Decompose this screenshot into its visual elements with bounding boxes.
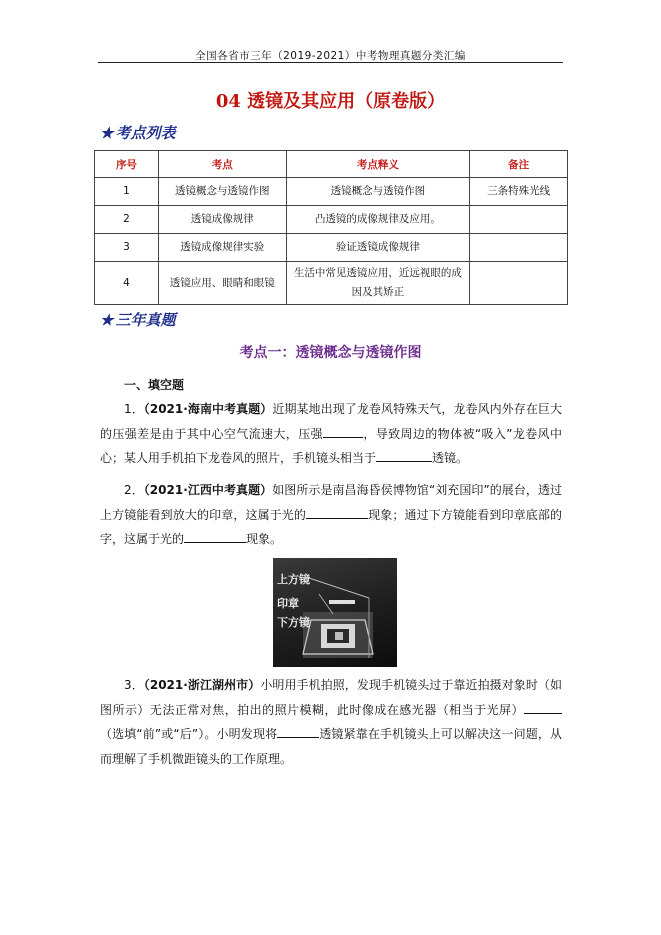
question-source: （2021·江西中考真题） <box>143 483 273 497</box>
table-header-cell: 备注 <box>470 151 568 178</box>
table-cell: 凸透镜的成像规律及应用。 <box>286 206 470 234</box>
question-text: 透镜紧靠在手机镜头上可以解决这一问题，从而理解了手机微距镜头的工作原理。 <box>100 727 562 766</box>
table-cell: 1 <box>95 178 159 206</box>
document-title: 04 透镜及其应用（原卷版） <box>215 91 446 112</box>
star-icon: ★ <box>100 124 114 142</box>
section-label: 考点列表 <box>115 124 176 142</box>
table-cell <box>470 234 568 262</box>
table-cell: 4 <box>95 262 159 305</box>
question-source: （2021·浙江湖州市） <box>143 678 261 692</box>
question-2 <box>100 478 562 552</box>
answer-blank[interactable] <box>524 701 562 714</box>
page-header: 全国各省市三年（2019-2021）中考物理真题分类汇编 <box>195 50 466 62</box>
question-text: （选填“前”或“后”）。小明发现将 <box>100 727 278 741</box>
answer-blank[interactable] <box>376 449 432 462</box>
table-cell: 透镜应用、眼睛和眼镜 <box>158 262 286 305</box>
question-text: 现象；通过下方镜能看到印章底部的字，这属于光的 <box>100 507 562 546</box>
museum-display-photo <box>273 558 397 667</box>
section-heading-key-points <box>100 122 175 143</box>
question-number: 2． <box>124 483 144 497</box>
question-source: （2021·海南中考真题） <box>143 402 273 416</box>
answer-blank[interactable] <box>184 530 246 543</box>
key-points-table <box>94 150 568 305</box>
question-text: 近期某地出现了龙卷风特殊天气，龙卷风内外存在巨大的压强差是由于其中心空气流速大，压强 <box>100 402 562 441</box>
table-header-row <box>95 151 568 178</box>
table-cell: 透镜概念与透镜作图 <box>158 178 286 206</box>
photo-label-lower-mirror: 下方镜 <box>277 616 310 629</box>
table-row <box>95 234 568 262</box>
table-cell: 验证透镜成像规律 <box>286 234 470 262</box>
table-cell <box>470 206 568 234</box>
section-heading-three-year-questions <box>100 309 175 330</box>
table-cell: 透镜概念与透镜作图 <box>286 178 470 206</box>
question-text: 如图所示是南昌海昏侯博物馆“刘充国印”的展台，透过上方镜能看到放大的印章，这属于光的 <box>100 483 562 522</box>
question-text: 现象。 <box>246 532 283 546</box>
table-cell: 三条特殊光线 <box>470 178 568 206</box>
table-cell: 生活中常见透镜应用，近远视眼的成因及其矫正 <box>286 262 470 305</box>
photo-label-upper-mirror: 上方镜 <box>277 573 310 586</box>
star-icon: ★ <box>100 311 114 329</box>
question-text: ，导致周边的物体被“吸入”龙卷风中心；某人用手机拍下龙卷风的照片，手机镜头相当于 <box>100 426 562 465</box>
table-header-cell: 序号 <box>95 151 159 178</box>
answer-blank[interactable] <box>306 506 368 519</box>
table-header-cell: 考点 <box>158 151 286 178</box>
question-1 <box>100 397 562 471</box>
table-cell: 透镜成像规律实验 <box>158 234 286 262</box>
answer-blank[interactable] <box>323 425 363 438</box>
question-number: 3． <box>124 678 144 692</box>
header-rule <box>98 62 563 63</box>
table-row <box>95 206 568 234</box>
table-cell: 2 <box>95 206 159 234</box>
question-number: 1． <box>124 402 144 416</box>
question-type-heading: 一、填空题 <box>124 378 185 392</box>
topic-heading: 考点一：透镜概念与透镜作图 <box>239 345 422 361</box>
table-row <box>95 262 568 305</box>
answer-blank[interactable] <box>277 725 319 738</box>
question-3 <box>100 673 562 771</box>
section-label: 三年真题 <box>115 311 176 329</box>
table-cell: 透镜成像规律 <box>158 206 286 234</box>
table-header-cell: 考点释义 <box>286 151 470 178</box>
question-text: 透镜。 <box>432 451 469 465</box>
table-row <box>95 178 568 206</box>
table-cell: 3 <box>95 234 159 262</box>
question-text: 小明用手机拍照，发现手机镜头过于靠近拍摄对象时（如图所示）无法正常对焦，拍出的照片模糊，此时像成在感光器（相当于光屏） <box>100 678 562 717</box>
photo-label-seal: 印章 <box>277 597 299 610</box>
table-cell <box>470 262 568 305</box>
